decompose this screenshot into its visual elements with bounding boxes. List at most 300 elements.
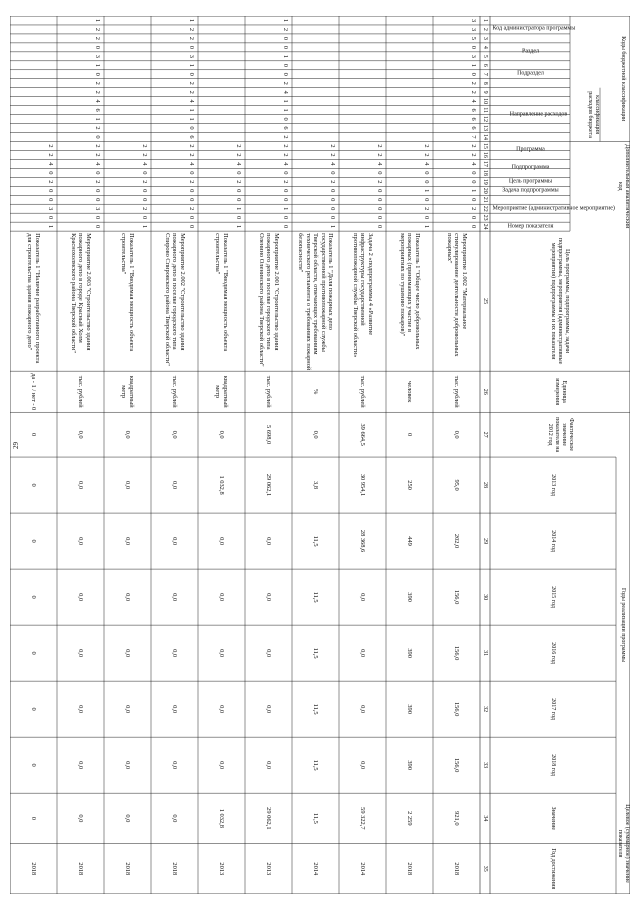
header-vertical-label: Подраздел bbox=[517, 70, 544, 77]
row-2012-value: 0,0 bbox=[124, 430, 132, 439]
code-digit: 2 bbox=[93, 144, 101, 148]
column-number: 8 bbox=[482, 81, 489, 85]
code-digit: 1 bbox=[140, 225, 148, 229]
code-digit: 0 bbox=[140, 189, 148, 193]
row-name: Мероприятие 2.003 "Строительство здания пожарного депо в городе Красный Холм Краснохолмского района Тверской области" bbox=[69, 233, 92, 353]
code-digit: 0 bbox=[422, 171, 430, 175]
code-digit: 0 bbox=[281, 216, 289, 220]
code-digit: 0 bbox=[281, 36, 289, 40]
code-digit: 2 bbox=[281, 27, 289, 32]
header-year: 2016 год bbox=[550, 642, 557, 664]
code-digit: 1 bbox=[469, 63, 477, 67]
code-digit: 2 bbox=[46, 180, 54, 184]
column-number: 26 bbox=[482, 388, 489, 395]
column-number: 29 bbox=[482, 538, 489, 545]
row-goal-year: 2018 bbox=[30, 862, 38, 876]
code-digit: 1 bbox=[187, 18, 195, 23]
row-target-value: 0,0 bbox=[124, 814, 132, 823]
row-year-value: 0,0 bbox=[218, 761, 226, 770]
row-year-value: 11,5 bbox=[312, 647, 320, 659]
code-digit: 2 bbox=[375, 144, 383, 148]
code-digit: 2 bbox=[375, 180, 383, 184]
code-digit: 0 bbox=[140, 216, 148, 220]
column-number: 33 bbox=[482, 762, 489, 769]
row-unit: тыс. рублей bbox=[453, 375, 461, 408]
header-year: 2018 год bbox=[550, 754, 557, 776]
code-digit: 7 bbox=[469, 135, 477, 139]
column-number: 31 bbox=[482, 650, 489, 657]
row-year-value: 0,0 bbox=[359, 649, 367, 658]
row-2012-value: 0,0 bbox=[218, 430, 226, 439]
code-digit: 2 bbox=[422, 207, 430, 211]
code-digit: 2 bbox=[187, 144, 195, 148]
header-year: 2015 год bbox=[550, 586, 557, 608]
row-target-value: 1 032,8 bbox=[218, 808, 226, 828]
code-digit: 0 bbox=[93, 72, 101, 76]
row-target-value: 59 322,7 bbox=[359, 807, 367, 830]
header-year: 2017 год bbox=[550, 698, 557, 720]
code-digit: 4 bbox=[281, 162, 289, 166]
code-digit: 0 bbox=[187, 216, 195, 220]
column-number: 4 bbox=[482, 45, 489, 49]
row-year-value: 0,0 bbox=[171, 593, 179, 602]
code-digit: 0 bbox=[93, 216, 101, 220]
row-year-value: 390 bbox=[406, 648, 414, 658]
row-year-value: 0,0 bbox=[124, 593, 132, 602]
header-vertical-label: Подпрограмма bbox=[511, 164, 550, 171]
code-digit: 4 bbox=[187, 162, 195, 166]
row-year-value: 0,0 bbox=[218, 705, 226, 714]
code-digit: 1 bbox=[281, 54, 289, 58]
row-unit: квадратный метр bbox=[120, 375, 135, 408]
row-year-value: 0 bbox=[30, 539, 38, 543]
row-name: Мероприятие 1.002 "Материальное стимулирование деятельности добровольных пожарных" bbox=[445, 233, 468, 357]
row-year-value: 250 bbox=[406, 480, 414, 490]
code-digit: 0 bbox=[328, 216, 336, 220]
code-digit: 4 bbox=[93, 99, 101, 103]
row-name: Показатель 1 "Вводимая мощность объекта строительства" bbox=[214, 233, 229, 352]
header-vertical-label: Цель программы bbox=[508, 178, 553, 185]
code-digit: 0 bbox=[93, 189, 101, 193]
code-digit: 0 bbox=[234, 171, 242, 175]
column-number: 27 bbox=[482, 431, 489, 438]
code-digit: 2 bbox=[234, 180, 242, 184]
row-goal-year: 2014 bbox=[359, 862, 367, 876]
row-year-value: 449 bbox=[406, 536, 414, 546]
header-name: Цель программы, подпрограммы, задачи подпрограммы, мероприятия (административные мероприятия) подпрограммы и их показатели bbox=[550, 237, 571, 365]
code-digit: 0 bbox=[46, 171, 54, 175]
code-digit: 0 bbox=[328, 207, 336, 211]
code-digit: 0 bbox=[140, 198, 148, 202]
row-year-value: 28 368,6 bbox=[359, 529, 367, 553]
code-digit: 0 bbox=[187, 189, 195, 193]
code-digit: 3 bbox=[469, 18, 477, 23]
column-number: 10 bbox=[482, 98, 489, 105]
code-digit: 4 bbox=[281, 90, 289, 94]
row-2012-value: 0,0 bbox=[77, 430, 85, 439]
code-digit: 2 bbox=[93, 90, 101, 94]
code-digit: 0 bbox=[140, 171, 148, 175]
code-digit: 0 bbox=[375, 207, 383, 211]
column-number: 25 bbox=[482, 298, 489, 305]
row-year-value: 0,0 bbox=[124, 481, 132, 490]
code-digit: 0 bbox=[422, 216, 430, 220]
code-digit: 4 bbox=[422, 162, 430, 166]
code-digit: 2 bbox=[140, 180, 148, 184]
row-year-value: 0,0 bbox=[171, 649, 179, 658]
code-digit: 6 bbox=[469, 117, 477, 121]
row-year-value: 390 bbox=[406, 592, 414, 602]
code-digit: 6 bbox=[93, 108, 101, 112]
row-unit: квадратный метр bbox=[214, 375, 229, 408]
row-year-value: 202,0 bbox=[453, 533, 461, 549]
code-digit: 2 bbox=[234, 153, 242, 157]
row-2012-value: 0,0 bbox=[453, 430, 461, 439]
row-target-value: 11,5 bbox=[312, 812, 320, 824]
header-goal-year: Год достижения bbox=[550, 848, 557, 890]
code-digit: 4 bbox=[328, 162, 336, 166]
code-digit: 2 bbox=[93, 27, 101, 32]
row-goal-year: 2018 bbox=[406, 862, 414, 876]
header-dop-analit: Дополнительный аналитический код bbox=[617, 144, 630, 229]
row-year-value: 0 bbox=[30, 707, 38, 711]
code-digit: 1 bbox=[187, 63, 195, 67]
code-digit: 0 bbox=[469, 216, 477, 220]
header-years: Годы реализации программы bbox=[620, 588, 627, 663]
code-digit: 2 bbox=[281, 81, 289, 85]
row-year-value: 0 bbox=[30, 483, 38, 487]
code-digit: 1 bbox=[234, 225, 242, 229]
row-year-value: 0,0 bbox=[77, 481, 85, 490]
header-vertical-label: Раздел bbox=[522, 48, 539, 55]
row-year-value: 0,0 bbox=[77, 593, 85, 602]
row-name: Показатель 1 "Вводимая мощность объекта строительства" bbox=[120, 233, 135, 352]
code-digit: 1 bbox=[469, 189, 477, 193]
code-digit: 2 bbox=[281, 153, 289, 157]
row-name: Задача 2 «подпрограммы 4 «Развитие инфраструктуры государственной противопожарной службы Тверской области» bbox=[351, 233, 374, 358]
row-unit: тыс. рублей bbox=[171, 375, 179, 408]
row-year-value: 0,0 bbox=[218, 649, 226, 658]
code-digit: 3 bbox=[469, 54, 477, 58]
column-number: 20 bbox=[482, 187, 489, 194]
code-digit: 0 bbox=[281, 117, 289, 121]
code-digit: 2 bbox=[281, 135, 289, 139]
code-digit: 2 bbox=[46, 153, 54, 157]
code-digit: 0 bbox=[469, 180, 477, 184]
column-number: 32 bbox=[482, 706, 489, 713]
code-digit: 3 bbox=[93, 54, 101, 58]
code-digit: 0 bbox=[281, 63, 289, 67]
code-digit: 2 bbox=[187, 90, 195, 94]
row-year-value: 0,0 bbox=[77, 537, 85, 546]
code-digit: 0 bbox=[93, 45, 101, 49]
row-target-value: 0,0 bbox=[171, 814, 179, 823]
code-digit: 1 bbox=[93, 63, 101, 67]
code-digit: 6 bbox=[469, 108, 477, 112]
code-digit: 1 bbox=[281, 207, 289, 211]
row-year-value: 0,0 bbox=[359, 593, 367, 602]
header-vertical-label: Программа bbox=[516, 146, 545, 153]
code-digit: 0 bbox=[187, 45, 195, 49]
header-vertical-label: Направление расходов bbox=[509, 111, 568, 118]
row-year-value: 156,0 bbox=[453, 701, 461, 717]
code-digit: 0 bbox=[93, 171, 101, 175]
code-digit: 0 bbox=[281, 72, 289, 76]
code-digit: 2 bbox=[93, 153, 101, 157]
row-year-value: 11,5 bbox=[312, 591, 320, 603]
code-digit: 2 bbox=[46, 144, 54, 148]
column-number: 35 bbox=[482, 865, 489, 872]
code-digit: 6 bbox=[281, 126, 289, 130]
row-goal-year: 2013 bbox=[265, 862, 273, 876]
code-digit: 2 bbox=[281, 180, 289, 184]
row-year-value: 0,0 bbox=[218, 593, 226, 602]
code-digit: 0 bbox=[187, 198, 195, 202]
code-digit: 0 bbox=[328, 198, 336, 202]
row-goal-year: 2018 bbox=[171, 862, 179, 876]
code-digit: 1 bbox=[187, 117, 195, 121]
code-digit: 2 bbox=[187, 27, 195, 32]
row-year-value: 0,0 bbox=[265, 705, 273, 714]
code-digit: 1 bbox=[281, 108, 289, 112]
code-digit: 0 bbox=[234, 216, 242, 220]
column-number: 14 bbox=[482, 133, 489, 140]
row-year-value: 0,0 bbox=[218, 537, 226, 546]
row-target-value: 921,0 bbox=[453, 811, 461, 826]
code-digit: 0 bbox=[187, 72, 195, 76]
code-digit: 2 bbox=[375, 153, 383, 157]
row-year-value: 0,0 bbox=[77, 705, 85, 714]
row-goal-year: 2013 bbox=[218, 862, 226, 876]
code-digit: 2 bbox=[140, 144, 148, 148]
page-number: 29 bbox=[12, 442, 20, 449]
row-name: Показатель 1 "Доля пожарных депо государственной противопожарной службы Тверской области, отвечающих требованиям технического регламента о требованиях пожарной безопасности" bbox=[297, 233, 335, 371]
row-name: Показатель 1 "Наличие разработанного проекта для строительства здания пожарного депо" bbox=[26, 233, 41, 364]
code-digit: 2 bbox=[328, 180, 336, 184]
code-digit: 1 bbox=[187, 108, 195, 112]
code-digit: 2 bbox=[187, 81, 195, 85]
row-year-value: 29 062,1 bbox=[265, 473, 273, 497]
row-target-value: 29 062,1 bbox=[265, 807, 273, 830]
code-digit: 0 bbox=[281, 198, 289, 202]
code-digit: 5 bbox=[469, 36, 477, 40]
row-unit: тыс. рублей bbox=[265, 375, 273, 408]
row-year-value: 0,0 bbox=[124, 705, 132, 714]
row-year-value: 156,0 bbox=[453, 757, 461, 773]
code-digit: 2 bbox=[187, 207, 195, 211]
header-year: 2014 год bbox=[550, 530, 557, 552]
column-number: 34 bbox=[482, 815, 489, 822]
code-digit: 2 bbox=[187, 36, 195, 40]
row-unit: да - 1 / нет - 0 bbox=[30, 373, 38, 411]
code-digit: 1 bbox=[328, 225, 336, 229]
code-digit: 4 bbox=[469, 162, 477, 166]
code-digit: 2 bbox=[140, 207, 148, 211]
code-digit: 0 bbox=[375, 171, 383, 175]
header-vertical-label: Мероприятие (административное мероприятие) bbox=[492, 205, 615, 212]
row-goal-year: 2018 bbox=[124, 862, 132, 876]
row-target-value: 2 259 bbox=[406, 811, 414, 826]
code-digit: 2 bbox=[93, 36, 101, 40]
code-digit: 0 bbox=[469, 72, 477, 76]
code-digit: 2 bbox=[187, 180, 195, 184]
header-vertical-label: Код администратора программы bbox=[492, 25, 576, 32]
row-year-value: 0 bbox=[30, 763, 38, 767]
code-digit: 0 bbox=[93, 198, 101, 202]
row-unit: тыс. рублей bbox=[359, 375, 367, 408]
column-number: 19 bbox=[482, 178, 489, 185]
row-year-value: 11,5 bbox=[312, 759, 320, 771]
row-year-value: 0,0 bbox=[265, 537, 273, 546]
row-2012-value: 0 bbox=[30, 433, 38, 437]
column-number: 24 bbox=[482, 223, 489, 230]
code-digit: 0 bbox=[281, 225, 289, 229]
code-digit: 0 bbox=[375, 216, 383, 220]
code-digit: 1 bbox=[234, 207, 242, 211]
code-digit: 4 bbox=[187, 99, 195, 103]
row-year-value: 0,0 bbox=[77, 649, 85, 658]
code-digit: 1 bbox=[281, 99, 289, 103]
column-number: 15 bbox=[482, 142, 489, 149]
column-number: 9 bbox=[482, 90, 489, 94]
row-name: Мероприятие 2.002 "Строительство здания пожарного депо в поселке городского типа Спирово Спировского района Тверской области" bbox=[163, 233, 186, 366]
code-digit: 6 bbox=[469, 126, 477, 130]
code-digit: 4 bbox=[469, 99, 477, 103]
code-digit: 0 bbox=[46, 189, 54, 193]
row-2012-value: 5 698,0 bbox=[265, 425, 273, 445]
header-unit: Единица измерения bbox=[554, 378, 567, 406]
column-number: 21 bbox=[482, 196, 489, 203]
row-year-value: 156,0 bbox=[453, 589, 461, 605]
row-2012-value: 0,0 bbox=[171, 430, 179, 439]
code-digit: 2 bbox=[469, 153, 477, 157]
row-year-value: 0,0 bbox=[171, 761, 179, 770]
code-digit: 0 bbox=[234, 198, 242, 202]
row-year-value: 0,0 bbox=[171, 537, 179, 546]
code-digit: 0 bbox=[469, 45, 477, 49]
row-2012-value: 0 bbox=[406, 433, 414, 437]
code-digit: 1 bbox=[46, 225, 54, 229]
code-digit: 0 bbox=[187, 225, 195, 229]
row-2012-value: 0,0 bbox=[312, 430, 320, 439]
code-digit: 4 bbox=[375, 162, 383, 166]
column-number: 3 bbox=[482, 36, 489, 40]
row-year-value: 0 bbox=[30, 595, 38, 599]
column-number: 7 bbox=[482, 72, 489, 76]
row-target-value: 0 bbox=[30, 816, 38, 820]
column-number: 2 bbox=[482, 27, 489, 31]
code-digit: 1 bbox=[422, 225, 430, 229]
code-digit: 3 bbox=[46, 207, 54, 211]
code-digit: 4 bbox=[93, 162, 101, 166]
code-digit: 4 bbox=[46, 162, 54, 166]
code-digit: 2 bbox=[234, 144, 242, 148]
row-year-value: 0,0 bbox=[171, 705, 179, 714]
column-number: 30 bbox=[482, 594, 489, 601]
column-number: 13 bbox=[482, 125, 489, 132]
row-goal-year: 2018 bbox=[453, 862, 461, 876]
code-digit: 2 bbox=[328, 153, 336, 157]
row-year-value: 0,0 bbox=[124, 649, 132, 658]
code-digit: 2 bbox=[469, 144, 477, 148]
row-unit: человек bbox=[406, 381, 414, 403]
column-number: 17 bbox=[482, 160, 489, 167]
column-number: 11 bbox=[482, 107, 489, 113]
code-digit: 0 bbox=[281, 171, 289, 175]
row-unit: % bbox=[312, 389, 320, 395]
column-number: 23 bbox=[482, 214, 489, 221]
code-digit: 2 bbox=[328, 144, 336, 148]
column-number: 28 bbox=[482, 482, 489, 489]
code-digit: 0 bbox=[375, 198, 383, 202]
header-vertical-label: Номер показателя bbox=[507, 223, 554, 230]
column-number: 12 bbox=[482, 116, 489, 123]
row-year-value: 0,0 bbox=[124, 537, 132, 546]
row-year-value: 11,5 bbox=[312, 703, 320, 715]
row-year-value: 11,5 bbox=[312, 535, 320, 547]
code-digit: 4 bbox=[140, 162, 148, 166]
code-digit: 2 bbox=[93, 81, 101, 85]
row-year-value: 390 bbox=[406, 704, 414, 714]
row-2012-value: 39 664,5 bbox=[359, 423, 367, 446]
column-number: 22 bbox=[482, 205, 489, 212]
code-digit: 0 bbox=[46, 198, 54, 202]
row-year-value: 0,0 bbox=[77, 761, 85, 770]
header-target: Целевое (суммарное) значение показателя bbox=[617, 804, 630, 883]
code-digit: 2 bbox=[281, 144, 289, 148]
code-digit: 0 bbox=[187, 171, 195, 175]
code-digit: 0 bbox=[469, 171, 477, 175]
column-number: 5 bbox=[482, 54, 489, 58]
column-number: 6 bbox=[482, 63, 489, 67]
code-digit: 0 bbox=[375, 189, 383, 193]
row-target-value: 0,0 bbox=[77, 814, 85, 823]
code-digit: 6 bbox=[187, 135, 195, 139]
code-digit: 1 bbox=[93, 117, 101, 121]
row-name: Показатель 1 "Общее число добровольных пожарных (принимающих участие в мероприятиях по тушению пожаров)" bbox=[398, 233, 421, 350]
row-year-value: 390 bbox=[406, 760, 414, 770]
code-digit: 2 bbox=[93, 126, 101, 130]
row-goal-year: 2014 bbox=[312, 862, 320, 876]
code-digit: 0 bbox=[46, 216, 54, 220]
code-digit: 2 bbox=[140, 153, 148, 157]
code-digit: 0 bbox=[328, 189, 336, 193]
code-digit: 2 bbox=[469, 81, 477, 85]
row-year-value: 0,0 bbox=[359, 705, 367, 714]
code-digit: 2 bbox=[422, 153, 430, 157]
row-year-value: 30 954,1 bbox=[359, 473, 367, 497]
code-digit: 2 bbox=[422, 144, 430, 148]
column-number: 18 bbox=[482, 169, 489, 176]
program-indicators-table bbox=[10, 16, 630, 894]
header-kbk: Коды бюджетной классификации bbox=[620, 36, 627, 122]
code-digit: 0 bbox=[234, 189, 242, 193]
code-digit: 0 bbox=[281, 45, 289, 49]
row-year-value: 0 bbox=[30, 651, 38, 655]
code-digit: 0 bbox=[375, 225, 383, 229]
header-2012: Фактическое значение показателя на 2012 год bbox=[547, 417, 574, 453]
code-digit: 0 bbox=[469, 198, 477, 202]
row-goal-year: 2018 bbox=[77, 862, 85, 876]
row-name: Мероприятие 2.001 "Строительство здания пожарного депо в поселке городского типа Оленино Оленинского района Тверской области" bbox=[257, 233, 280, 367]
code-digit: 2 bbox=[187, 153, 195, 157]
code-digit: 0 bbox=[328, 171, 336, 175]
code-digit: 3 bbox=[93, 207, 101, 211]
row-year-value: 3,8 bbox=[312, 481, 320, 490]
code-digit: 3 bbox=[187, 54, 195, 58]
column-number: 16 bbox=[482, 151, 489, 158]
code-digit: 1 bbox=[281, 18, 289, 23]
